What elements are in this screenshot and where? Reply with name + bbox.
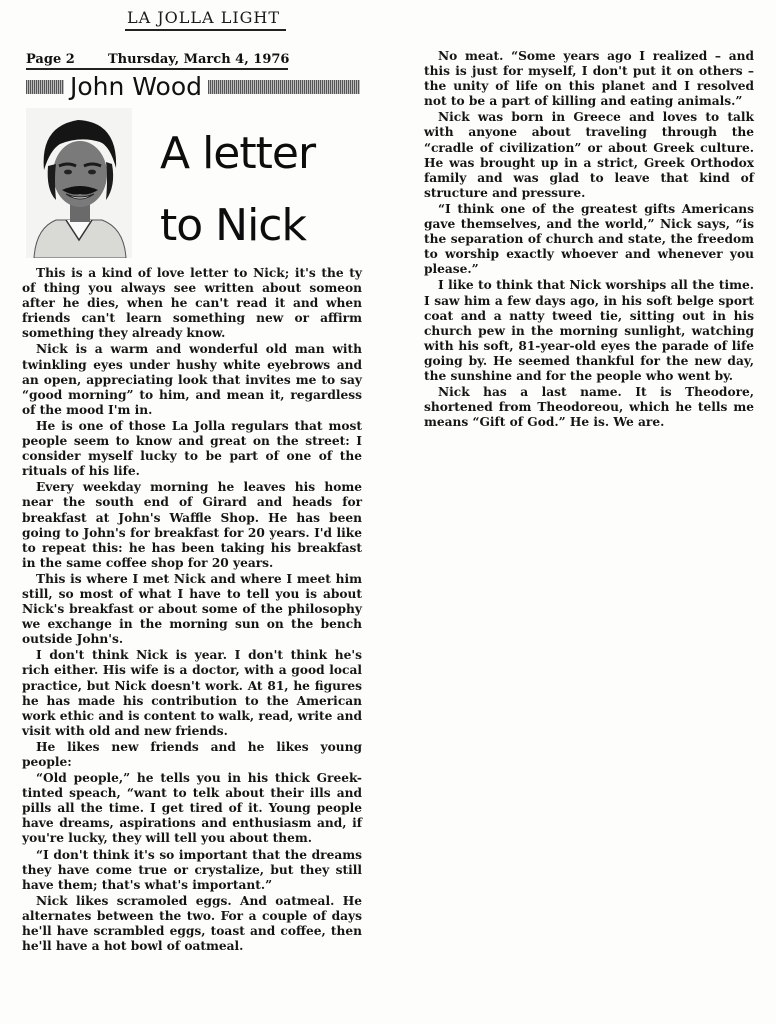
- article-column-right: [424, 49, 754, 431]
- byline-rule-right: [208, 80, 360, 94]
- page-number: Page 2: [26, 52, 75, 67]
- newspaper-masthead: LA JOLLA LIGHT: [125, 8, 286, 31]
- paragraph: This is a kind of love letter to Nick; it's the ty of thing you always see written about someon after he dies, when he can't read it and when friends can't learn something new or affirm something they already know.: [22, 266, 362, 341]
- headline-line-2: to Nick: [160, 200, 306, 251]
- paragraph: Nick was born in Greece and loves to talk with anyone about traveling through the “cradle of civilization” or about Greek culture. He was brought up in a strict, Greek Orthodox family and was glad to leave that kind of structure and pressure.: [424, 110, 754, 200]
- paragraph: I don't think Nick is year. I don't think he's rich either. His wife is a doctor, with a good local practice, but Nick doesn't work. At 81, he figures he has made his contribution to the American work ethic and is content to walk, read, write and visit with old and new friends.: [22, 648, 362, 738]
- headline-line-1: A letter: [160, 128, 316, 179]
- dateline: [26, 52, 288, 70]
- paragraph: Nick likes scramoled eggs. And oatmeal. He alternates between the two. For a couple of days he'll have scrambled eggs, toast and coffee, then he'll have a hot bowl of oatmeal.: [22, 893, 362, 954]
- paragraph: Every weekday morning he leaves his home near the south end of Girard and heads for breakfast at John's Waffle Shop. He has been going to John's for breakfast for 20 years. I'd like to repeat this: he has been taking his breakfast in the same coffee shop for 20 years.: [22, 480, 362, 570]
- paragraph: I like to think that Nick worships all the time. I saw him a few days ago, in his soft belge sport coat and a natty tweed tie, sitting out in his church pew in the morning sunlight, watching with his soft, 81-year-old eyes the parade of life going by. He seemed thankful for the new day, the sunshine and for the people who went by.: [424, 278, 754, 383]
- paragraph: He likes new friends and he likes young people:: [22, 739, 362, 769]
- paragraph: He is one of those La Jolla regulars that most people seem to know and great on the street: I consider myself lucky to be part of one of the rituals of his life.: [22, 418, 362, 479]
- byline-bar: [26, 74, 360, 100]
- paragraph: This is where I met Nick and where I meet him still, so most of what I have to tell you is about Nick's breakfast or about some of the philosophy we exchange in the morning sun on the bench outside John's.: [22, 571, 362, 647]
- paragraph: “I don't think it's so important that the dreams they have come true or crystalize, but they still have them; that's what's important.”: [22, 847, 362, 892]
- author-photo: [26, 108, 132, 258]
- article-column-left: [22, 266, 362, 955]
- byline-rule-left: [26, 80, 64, 94]
- paragraph: No meat. “Some years ago I realized – and this is just for myself, I don't put it on others – the unity of life on this planet and I resolved not to be a part of killing and eating animals.”: [424, 49, 754, 109]
- headline: [160, 118, 360, 262]
- paragraph: “Old people,” he tells you in his thick Greek-tinted speach, “want to telk about their ills and pills all the time. I get tired of it. Young people have dreams, aspirations and enthusiasm and, if you're lucky, they will tell you about them.: [22, 771, 362, 846]
- paragraph: Nick is a warm and wonderful old man with twinkling eyes under hushy white eyebrows and an open, appreciating look that invites me to say “good morning” to him, and mean it, regardless of the mood I'm in.: [22, 342, 362, 417]
- author-name: John Wood: [70, 72, 203, 101]
- paragraph: “I think one of the greatest gifts Americans gave themselves, and the world,” Nick says, “is the separation of church and state, the freedom to worship exactly whoever and whenever you please.”: [424, 201, 754, 277]
- paragraph: Nick has a last name. It is Theodore, shortened from Theodoreou, which he tells me means “Gift of God.” He is. We are.: [424, 385, 754, 430]
- issue-date: Thursday, March 4, 1976: [108, 52, 290, 67]
